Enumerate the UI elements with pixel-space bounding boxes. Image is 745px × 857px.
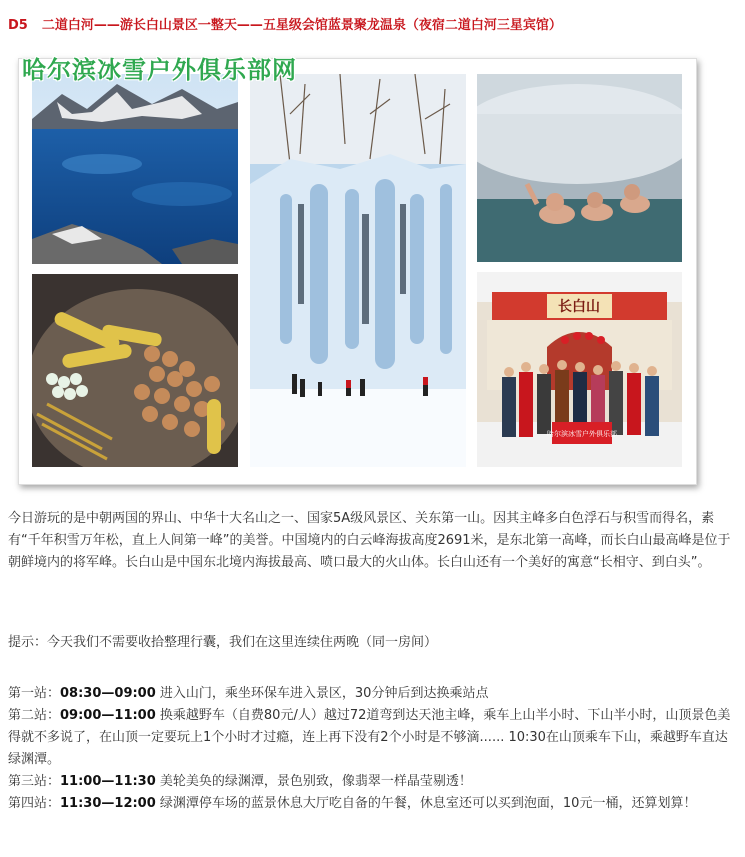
station-item: [8, 771, 738, 793]
station-item: [8, 705, 738, 771]
station-text: 美轮美奂的绿渊潭，景色别致，像翡翠一样晶莹剔透！: [155, 774, 472, 789]
gate-sign: 长白山: [558, 299, 600, 315]
photo-boiled-eggs-corn: [32, 274, 238, 467]
station-text: 换乘越野车（自费80元/人）越过72道弯到达天池主峰，乘车上山半小时、下山半小时，山顶景色美得就不多说了，在山顶一定要玩上1个小时才过瘾，连上再下没有2个小时是不够滴...... 10:30在山顶乘车下山，乘越野车直达绿渊潭。: [8, 708, 731, 767]
station-label: 第一站：: [8, 686, 61, 701]
station-text: 进入山门，乘坐环保车进入景区，30分钟后到达换乘站点: [155, 686, 489, 701]
station-label: 第三站：: [8, 774, 61, 789]
station-time: 09:00—11:00: [60, 708, 156, 723]
station-time: 08:30—09:00: [60, 686, 156, 701]
club-watermark: 哈尔滨冰雪户外俱乐部网: [22, 56, 297, 84]
photo-collage: [18, 58, 697, 485]
photo-tianchi-lake: [32, 74, 238, 264]
day-title: 二道白河——游长白山景区一整天——五星级会馆蓝景聚龙温泉（夜宿二道白河三星宾馆）: [41, 18, 562, 33]
photo-group-at-gate: [477, 272, 682, 467]
photo-hot-spring: [477, 74, 682, 262]
station-label: 第二站：: [8, 708, 61, 723]
station-text: 绿渊潭停车场的蓝景休息大厅吃自备的午餐，休息室还可以买到泡面，10元一桶，还算划算！: [155, 796, 697, 811]
tip-paragraph: 提示：今天我们不需要收拾整理行囊，我们在这里连续住两晚（同一房间）: [8, 635, 438, 650]
station-time: 11:00—11:30: [60, 774, 156, 789]
station-list: [8, 683, 738, 815]
intro-paragraph: 今日游玩的是中朝两国的界山、中华十大名山之一、国家5A级风景区、关东第一山。因其主峰多白色浮石与积雪而得名，素有“千年积雪万年松，直上人间第一峰”的美誉。中国境内的白云峰海拔高度2691米，是东北第一高峰，而长白山最高峰是位于朝鲜境内的将军峰。长白山是中国东北境内海拔最高、喷口最大的火山体。长白山还有一个美好的寓意“长相守、到白头”。: [8, 511, 731, 570]
station-item: [8, 683, 738, 705]
group-banner: 哈尔滨冰雪户外俱乐部: [547, 430, 617, 438]
day-header: [8, 14, 738, 33]
station-time: 11:30—12:00: [60, 796, 156, 811]
photo-ice-waterfall: [250, 74, 466, 467]
station-label: 第四站：: [8, 796, 61, 811]
day-number: D5: [8, 18, 28, 33]
station-item: [8, 793, 738, 815]
